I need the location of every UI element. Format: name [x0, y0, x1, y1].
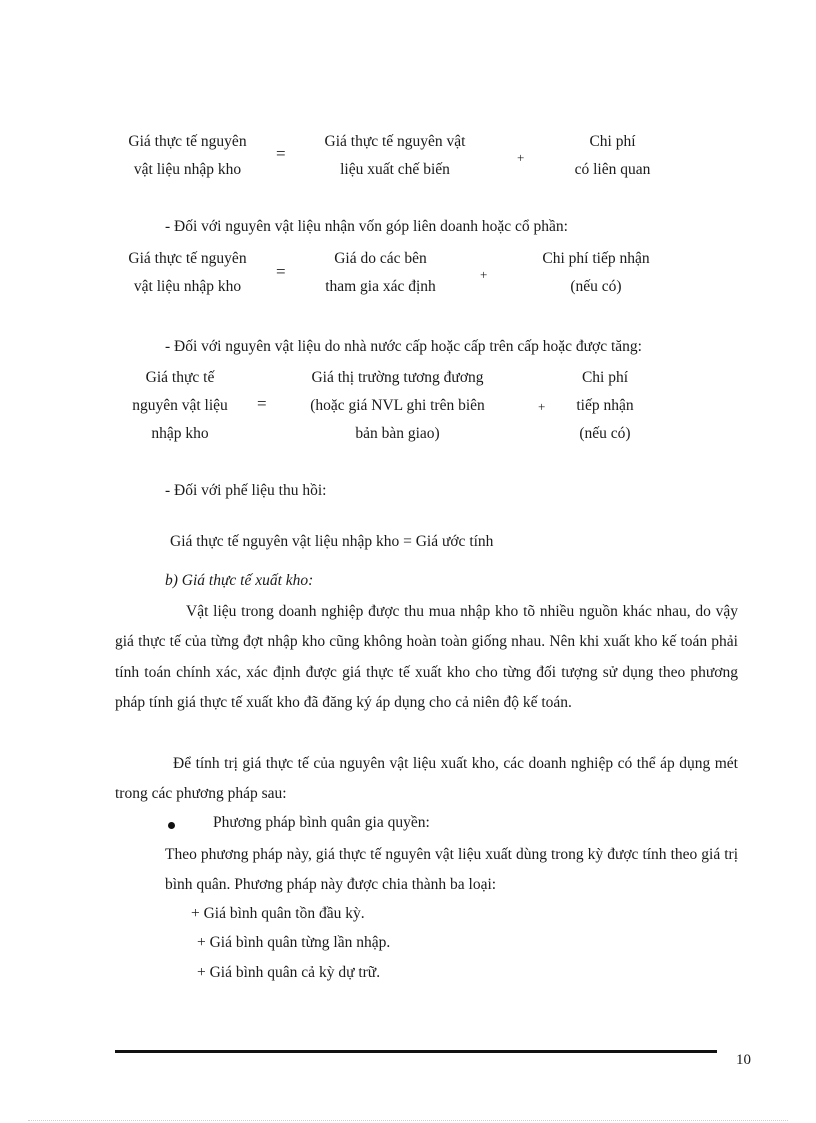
paragraph-1: Vật liệu trong doanh nghiệp được thu mua nhập kho tõ nhiều nguồn khác nhau, do vậy giá thực tế của từng đợt nhập kho cũng không hoàn toàn giống nhau. Nên khi xuất kho kế toán phải tính toán chính xác, xác định được giá thực tế xuất kho cho từng đối tượng sử dụng theo phương pháp tính giá thực tế xuất kho đã đăng ký áp dụng cho cả niên độ kế toán.	[115, 603, 738, 712]
formula-2-term-1: Giá do các bên tham gia xác định	[325, 250, 436, 295]
list-item: + Giá bình quân cả kỳ dự trữ.	[197, 964, 381, 981]
list-item: + Giá bình quân tồn đầu kỳ.	[191, 905, 365, 922]
case-3-heading: - Đối với nguyên vật liệu do nhà nước cấp hoặc cấp trên cấp hoặc được tăng:	[165, 338, 642, 355]
formula-2-term-2: Chi phí tiếp nhận (nếu có)	[542, 250, 650, 295]
equals-sign: =	[276, 262, 286, 281]
section-b-heading: b) Giá thực tế xuất kho:	[165, 572, 314, 589]
formula-1-lhs: Giá thực tế nguyên vật liệu nhập kho	[128, 133, 247, 178]
formula-1-term-1: Giá thực tế nguyên vật liệu xuất chế biến	[324, 133, 466, 178]
plus-sign: +	[480, 267, 488, 282]
formula-3-term-1: Giá thị trường tương đương (hoặc giá NVL ghi trên biên bản bàn giao)	[310, 369, 485, 442]
plus-sign: +	[538, 399, 546, 414]
formula-1-term-2: Chi phí có liên quan	[574, 133, 651, 178]
case-4-heading: - Đối với phế liệu thu hồi:	[165, 482, 327, 499]
plus-sign: +	[517, 150, 525, 165]
formula-3-lhs: Giá thực tế nguyên vật liệu nhập kho	[132, 369, 228, 442]
formula-3-term-2: Chi phí tiếp nhận (nếu có)	[576, 369, 634, 442]
list-item: + Giá bình quân từng lần nhập.	[197, 934, 391, 951]
page-number: 10	[736, 1052, 751, 1068]
paragraph-3: Theo phương pháp này, giá thực tế nguyên vật liệu xuất dùng trong kỳ được tính theo giá trị bình quân. Phương pháp này được chia thành ba loại:	[165, 846, 738, 894]
footer-rule	[115, 1050, 717, 1053]
equals-sign: =	[257, 394, 267, 413]
formula-2-lhs: Giá thực tế nguyên vật liệu nhập kho	[128, 250, 247, 295]
equals-sign: =	[276, 144, 286, 163]
page-bottom-divider	[28, 1120, 788, 1121]
bullet-method-label: Phương pháp bình quân gia quyền:	[213, 814, 430, 831]
case-2-heading: - Đối với nguyên vật liệu nhận vốn góp liên doanh hoặc cổ phần:	[165, 218, 568, 235]
paragraph-2: Để tính trị giá thực tế của nguyên vật liệu xuất kho, các doanh nghiệp có thể áp dụng mét trong các phương pháp sau:	[115, 755, 738, 803]
bullet-icon	[168, 822, 175, 829]
formula-4: Giá thực tế nguyên vật liệu nhập kho = Giá ước tính	[170, 533, 494, 550]
